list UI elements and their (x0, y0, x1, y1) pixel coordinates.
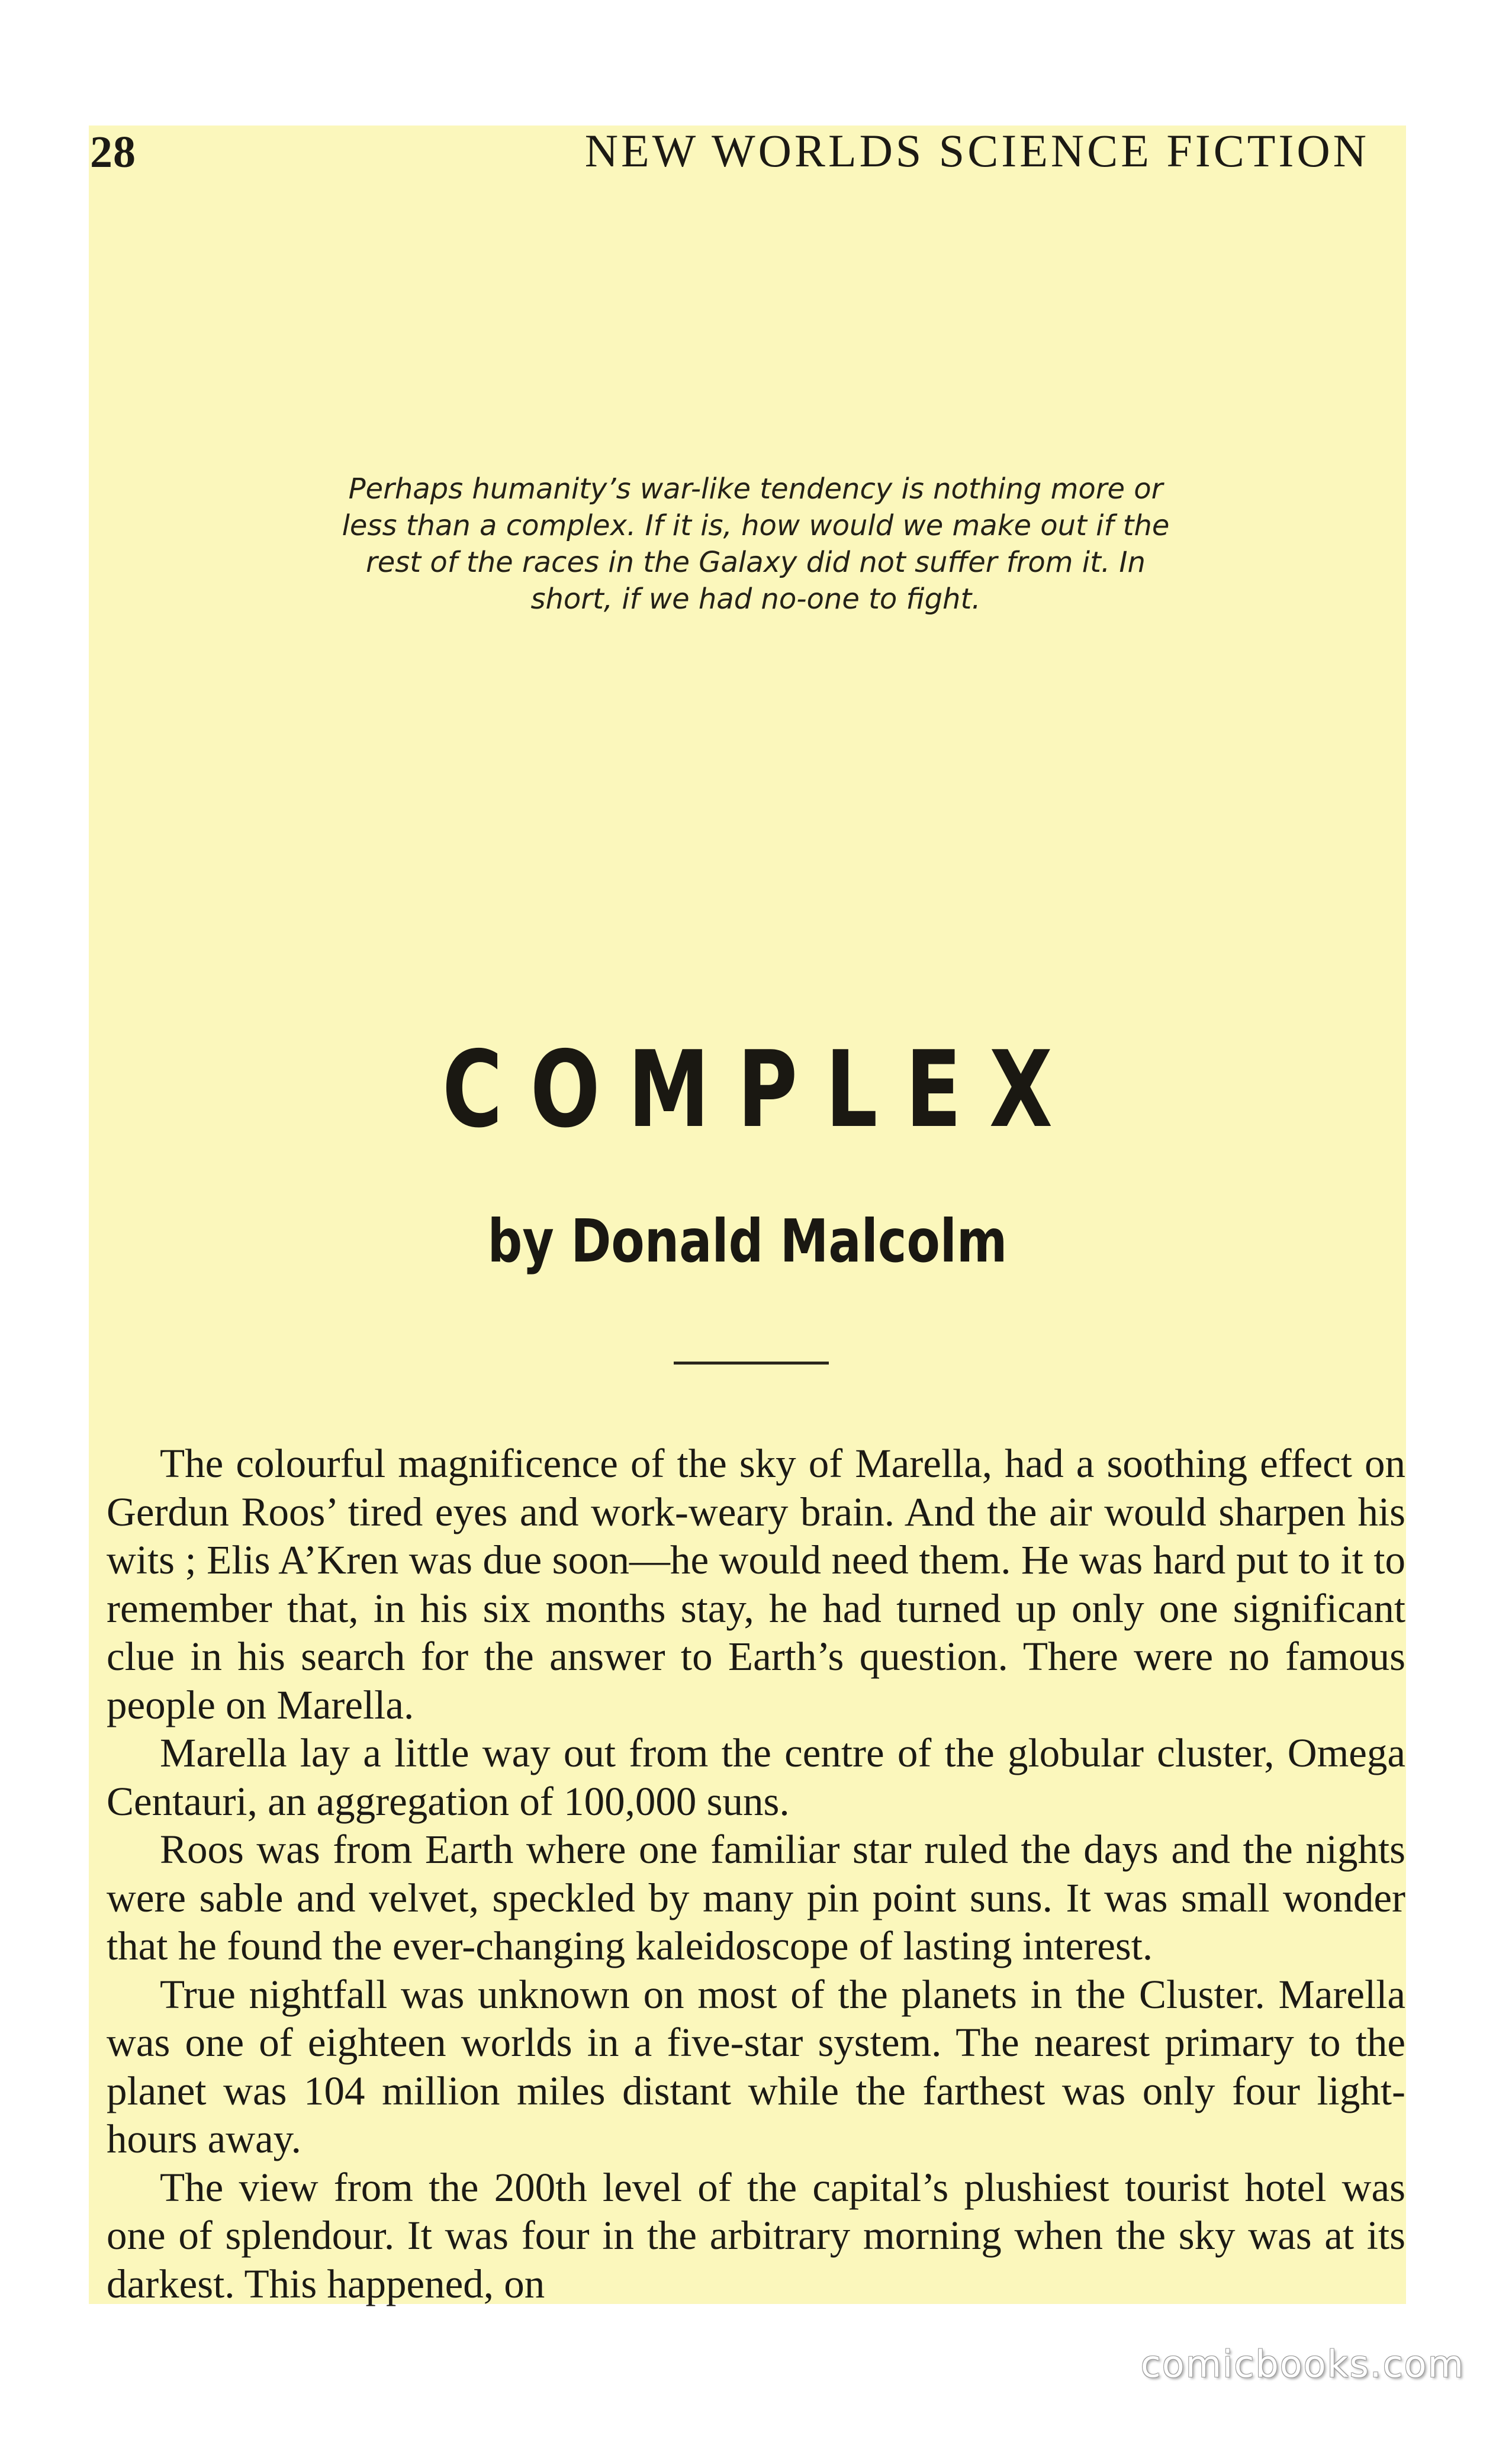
story-title: COMPLEX (442, 1028, 1080, 1151)
body-paragraph: The view from the 200th level of the capital’s plushiest tourist hotel was one of splendour. It was four in the arbitrary morning when the sky was at its darkest. This happened, on (107, 2164, 1405, 2306)
running-head: NEW WORLDS SCIENCE FICTION (584, 125, 1369, 176)
body-paragraph: The colourful magnificence of the sky of Marella, had a soothing effect on Gerdun Roos’ tired eyes and work-weary brain. And the air would sharpen his wits ; Elis A’Kren was due soon—he would need them. He was hard put to it to remember that, in his six months stay, he had turned up only one significant clue in his search for the answer to Earth’s question. There were no famous people on Marella. (107, 1441, 1405, 1727)
magazine-page (89, 126, 1406, 2304)
title-divider (674, 1362, 829, 1365)
body-paragraph: True nightfall was unknown on most of the planets in the Cluster. Marella was one of eighteen worlds in a five-star system. The nearest primary to the planet was 104 million miles distant while the farthest was only four light-hours away. (107, 1971, 1405, 2161)
page-number: 28 (90, 127, 136, 177)
story-byline: by Donald Malcolm (487, 1206, 1008, 1276)
source-watermark: comicbooks.com (1140, 2342, 1465, 2386)
story-blurb (334, 471, 1178, 617)
blurb-text: Perhaps humanity’s war-like tendency is nothing more or less than a complex. If it is, how would we make out if the rest of the races in the Galaxy did not suffer from it. In short, if we had no-one to fight. (342, 472, 1170, 616)
story-body (107, 1440, 1405, 2308)
body-paragraph: Roos was from Earth where one familiar star ruled the days and the nights were sable and velvet, speckled by many pin point suns. It was small wonder that he found the ever-changing kaleidoscope of lasting interest. (107, 1827, 1405, 1968)
page-header (89, 126, 1406, 191)
body-paragraph: Marella lay a little way out from the centre of the globular cluster, Omega Centauri, an aggregation of 100,000 suns. (107, 1730, 1405, 1824)
